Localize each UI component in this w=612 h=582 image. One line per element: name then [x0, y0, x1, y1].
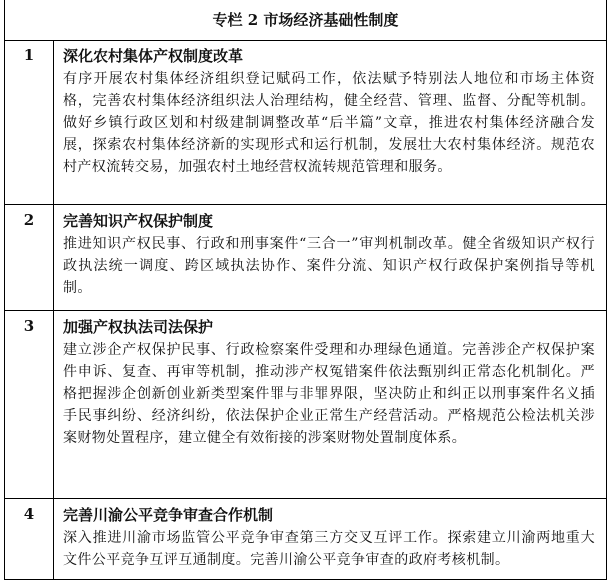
feature-box	[4, 0, 607, 580]
table-row-1	[5, 40, 606, 204]
row-heading: 加强产权执法司法保护	[63, 318, 214, 336]
row-body: 有序开展农村集体经济组织登记赋码工作，依法赋予特别法人地位和市场主体资格，完善农村集体经济组织法人治理结构，健全经营、管理、监督、分配等机制。做好乡镇行政区划和村级建制调整改革“后半篇”文章，推进农村集体经济融合发展，探索农村集体经济新的实现形式和运行机制，发展壮大农村集体经济。规范农村产权流转交易，加强农村土地经营权流转规范管理和服务。	[63, 71, 595, 175]
row-content	[63, 503, 595, 571]
box-title: 专栏 2 市场经济基础性制度	[5, 0, 606, 41]
row-body: 推进知识产权民事、行政和刑事案件“三合一”审判机制改革。健全省级知识产权行政执法统一调度、跨区域执法协作、案件分流、知识产权行政保护案例指导等机制。	[63, 236, 595, 296]
row-number: 4	[23, 505, 35, 523]
row-heading: 完善川渝公平竞争审查合作机制	[63, 506, 274, 524]
table-row-3	[5, 310, 606, 498]
row-heading: 深化农村集体产权制度改革	[63, 47, 244, 65]
row-heading: 完善知识产权保护制度	[63, 212, 214, 230]
table-row-4	[5, 498, 606, 580]
row-content	[63, 44, 595, 178]
row-body: 深入推进川渝市场监管公平竞争审查第三方交叉互评工作。探索建立川渝两地重大文件公平竞争互评互通制度。完善川渝公平竞争审查的政府考核机制。	[63, 530, 595, 568]
row-number: 1	[23, 46, 35, 64]
row-number: 2	[23, 211, 35, 229]
table-row-2	[5, 204, 606, 310]
row-content	[63, 209, 595, 299]
row-content	[63, 315, 595, 449]
row-body: 建立涉企产权保护民事、行政检察案件受理和办理绿色通道。完善涉企产权保护案件申诉、复查、再审等机制，推动涉产权冤错案件依法甄别纠正常态化机制化。严格把握涉企创新创业新类型案件罪与非罪界限，坚决防止和纠正以刑事案件名义插手民事纠纷、经济纠纷，依法保护企业正常生产经营活动。严格规范公检法机关涉案财物处置程序，建立健全有效衔接的涉案财物处置制度体系。	[63, 342, 595, 446]
row-number: 3	[23, 317, 35, 335]
